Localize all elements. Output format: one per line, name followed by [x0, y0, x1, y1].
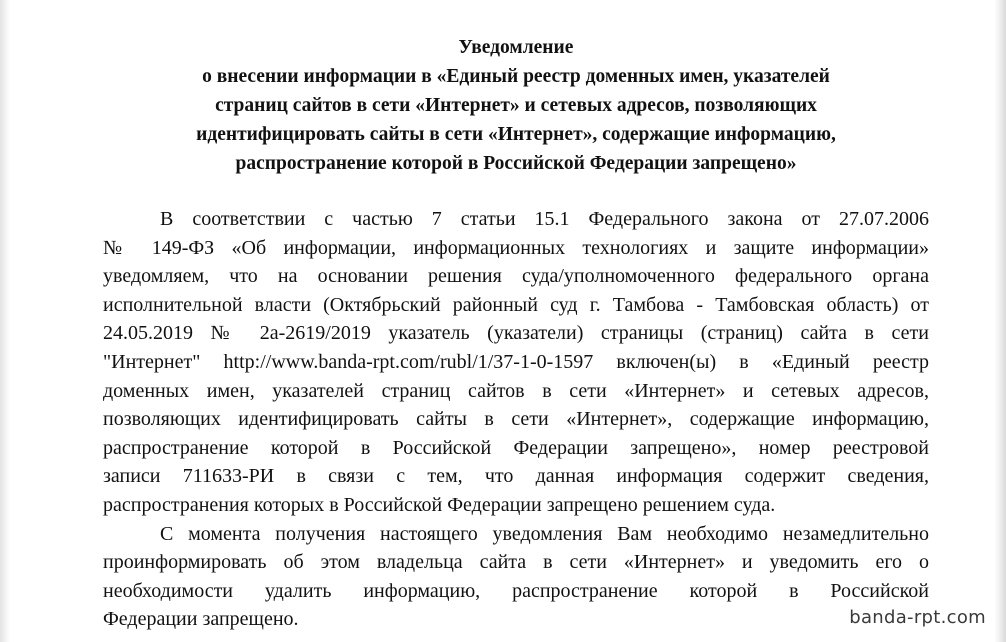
paragraph-line: "Интернет" http://www.banda-rpt.com/rubl/1/37-1-0-1597 включен(ы) в «Единый реестр — [103, 350, 929, 373]
paragraph-line: С момента получения настоящего уведомления Вам необходимо незамедлительно — [160, 522, 929, 545]
paragraph-line: позволяющих идентифицировать сайты в сети «Интернет», содержащие информацию, — [103, 408, 929, 431]
notice-title-line: идентифицировать сайты в сети «Интернет», содержащие информацию, — [196, 124, 836, 145]
notice-title-line: Уведомление — [458, 37, 574, 58]
paragraph-line: записи 711633-РИ в связи с тем, что данная информация содержит сведения, — [103, 465, 929, 488]
page-edge-right — [994, 0, 1006, 642]
paragraph-line: проинформировать об этом владельца сайта в сети «Интернет» и уведомить его о — [103, 551, 929, 574]
notice-document — [103, 33, 929, 634]
paragraph-line: В соответствии с частью 7 статьи 15.1 Федерального закона от 27.07.2006 — [160, 208, 929, 230]
paragraph-line: исполнительной власти (Октябрьский районный суд г. Тамбова - Тамбовская область) от — [103, 293, 929, 316]
paragraph-line: доменных имен, указателей страниц сайтов в сети «Интернет» и сетевых адресов, — [103, 379, 929, 402]
notice-title — [103, 33, 929, 178]
paragraph-line: распространения которых в Российской Федерации запрещено решением суда. — [103, 493, 776, 516]
paragraph-action-required — [103, 520, 929, 634]
notice-title-line: страниц сайтов в сети «Интернет» и сетевых адресов, позволяющих — [215, 95, 817, 116]
page-edge-left — [0, 0, 10, 642]
paragraph-line: № 149-ФЗ «Об информации, информационных технологиях и защите информации» — [103, 236, 929, 259]
paragraph-line: 24.05.2019 № 2а-2619/2019 указатель (указатели) страницы (страниц) сайта в сети — [103, 322, 929, 345]
paragraph-line: уведомляем, что на основании решения суда/уполномоченного федерального органа — [103, 265, 929, 288]
notice-title-line: о внесении информации в «Единый реестр доменных имен, указателей — [202, 66, 830, 87]
notice-body — [103, 205, 929, 634]
paragraph-line: необходимости удалить информацию, распространение которой в Российской — [103, 579, 929, 602]
notice-title-line: распространение которой в Российской Федерации запрещено» — [235, 153, 797, 174]
paragraph-legal-basis — [103, 205, 929, 520]
paragraph-line: Федерации запрещено. — [103, 608, 299, 631]
paragraph-line: распространение которой в Российской Федерации запрещено», номер реестровой — [103, 436, 929, 459]
site-watermark: banda-rpt.com — [841, 605, 994, 630]
